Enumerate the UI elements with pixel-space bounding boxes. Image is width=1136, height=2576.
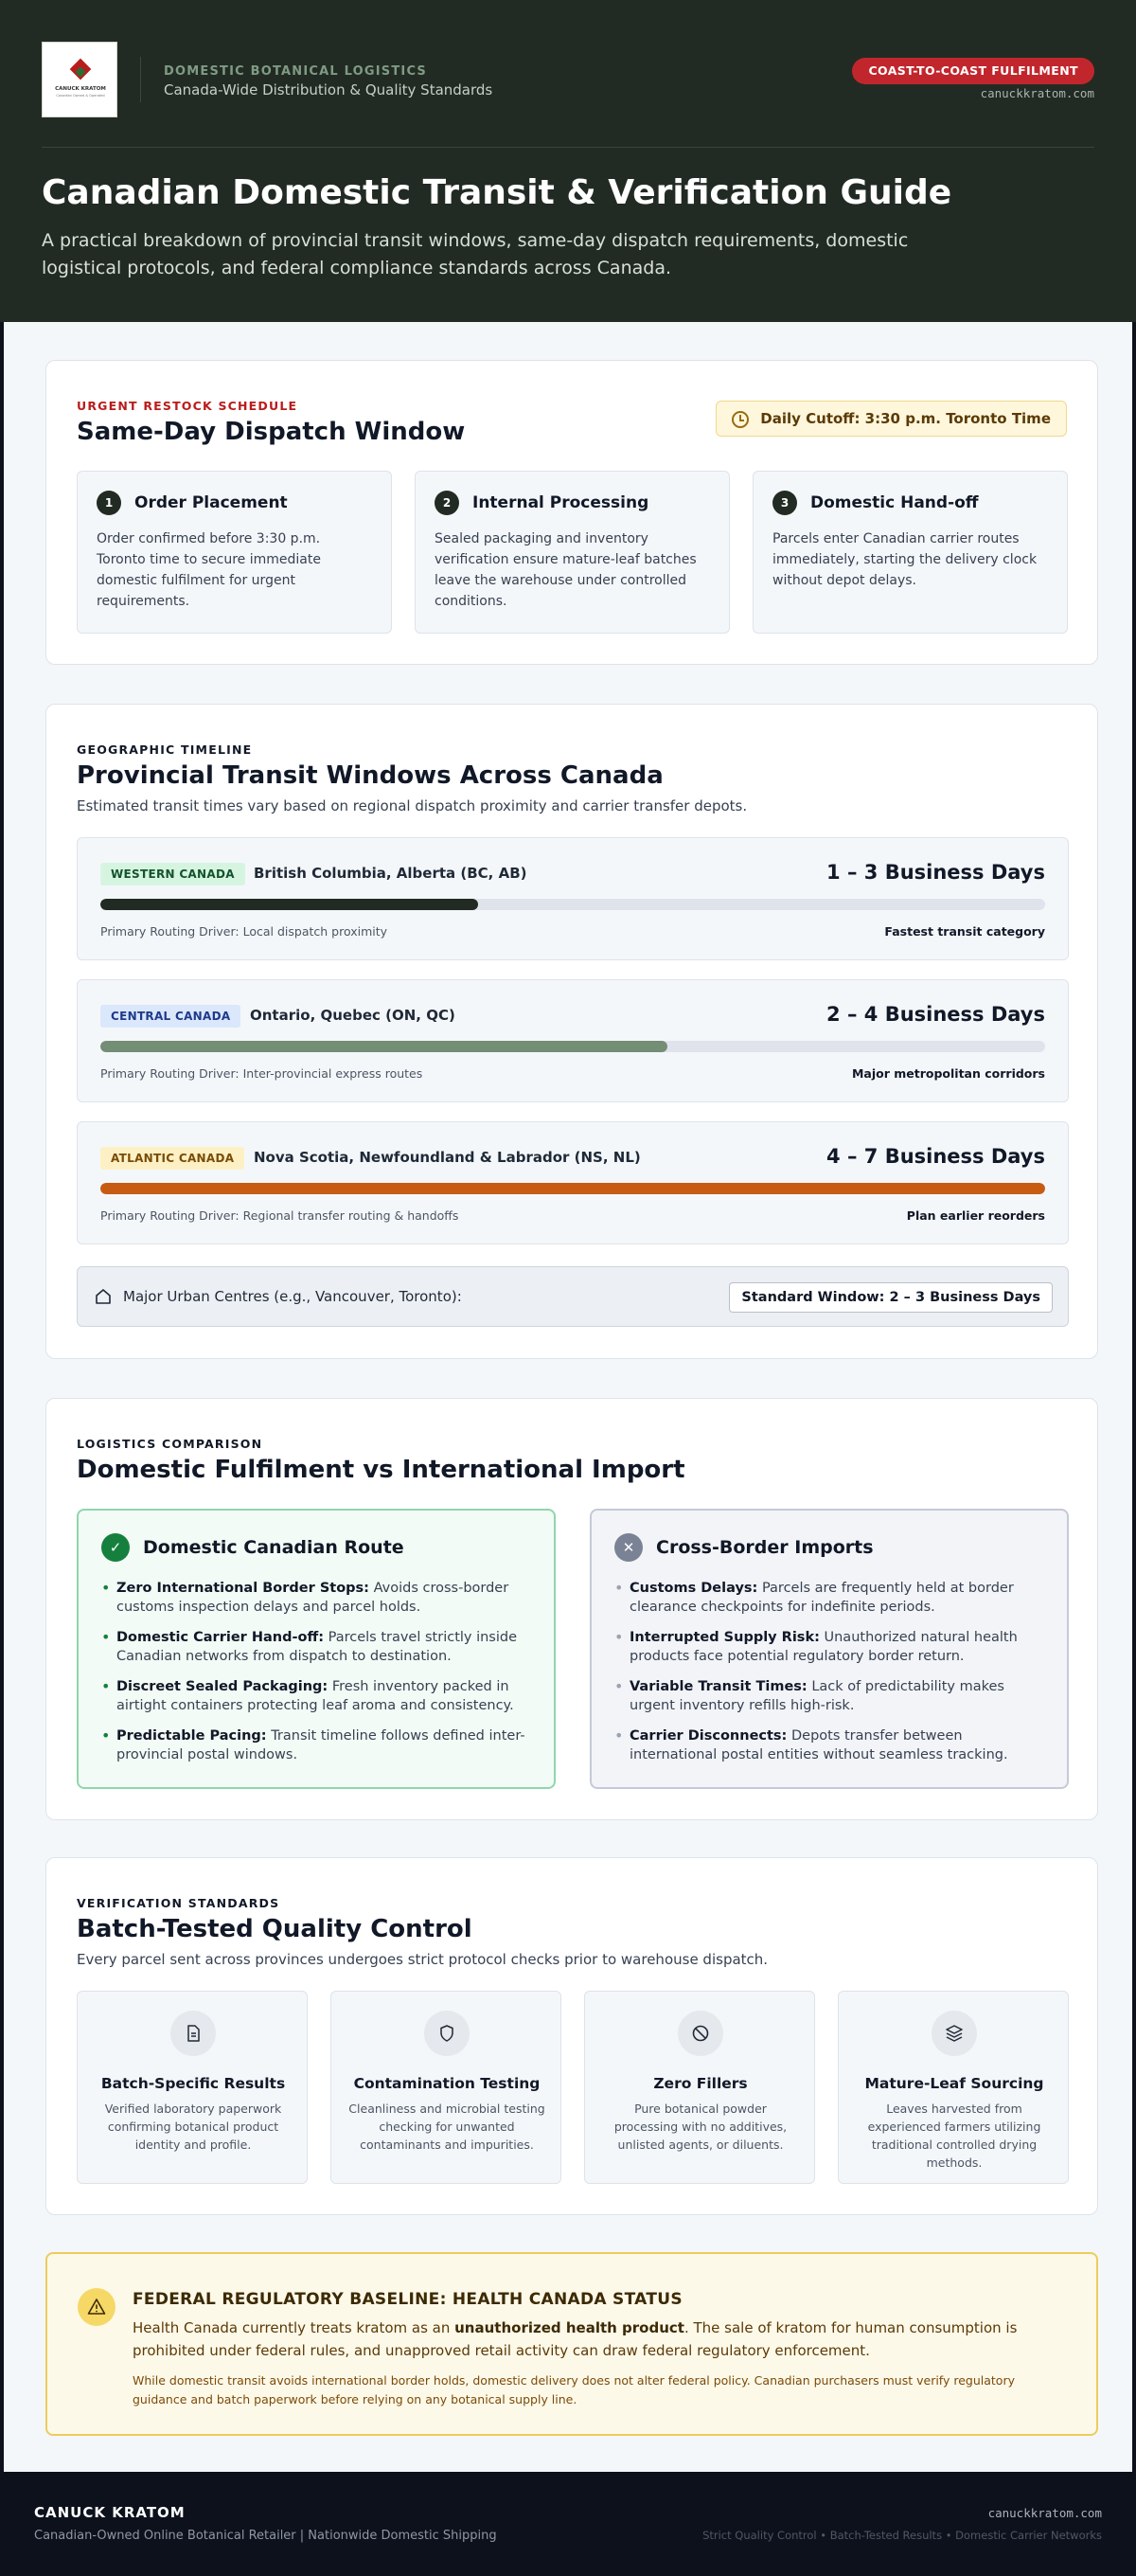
step-description: Sealed packaging and inventory verification ensure mature-leaf batches leave the warehouse under controlled conditions.	[435, 531, 697, 609]
domestic-route-panel	[77, 1509, 556, 1789]
quality-card	[77, 1991, 308, 2184]
region-driver: Primary Routing Driver: Local dispatch proximity	[100, 924, 388, 939]
home-icon	[95, 1288, 112, 1305]
list-item: • Discreet Sealed Packaging: Fresh inventory packed in airtight containers protecting leaf aroma and consistency.	[101, 1677, 537, 1715]
warning-body: Health Canada currently treats kratom as an unauthorized health product. The sale of kratom for human consumption is prohibited under federal rules, and unapproved retail activity can draw federal regulatory enforcement.	[133, 2319, 1018, 2359]
brand-logo[interactable]	[42, 42, 117, 117]
warning-note: While domestic transit avoids international border holds, domestic delivery does not alter federal policy. Canadian purchasers must verify regulatory guidance and batch paperwork before relying on any botanical supply line.	[133, 2373, 1015, 2406]
import-list	[614, 1579, 1050, 1776]
page-title: Canadian Domestic Transit & Verification Guide	[42, 173, 952, 212]
quality-subtitle: Every parcel sent across provinces undergoes strict protocol checks prior to warehouse dispatch.	[77, 1951, 769, 1968]
region-note: Plan earlier reorders	[906, 1208, 1045, 1223]
import-title: Cross-Border Imports	[656, 1537, 874, 1558]
check-icon: ✓	[101, 1533, 130, 1562]
comparison-title: Domestic Fulfilment vs International Import	[77, 1456, 685, 1484]
quality-card-title: Contamination Testing	[353, 2075, 541, 2092]
region-note: Fastest transit category	[884, 924, 1045, 939]
list-item: • Predictable Pacing: Transit timeline follows defined inter-provincial postal windows.	[101, 1726, 537, 1764]
step-number: 1	[97, 491, 121, 515]
step-title: Domestic Hand-off	[810, 493, 979, 512]
step-title: Internal Processing	[472, 493, 649, 512]
region-badge: WESTERN CANADA	[100, 863, 245, 886]
quality-card	[330, 1991, 561, 2184]
quality-title: Batch-Tested Quality Control	[77, 1915, 472, 1943]
quality-eyebrow: VERIFICATION STANDARDS	[77, 1896, 280, 1910]
region-atlantic	[77, 1121, 1069, 1244]
region-days: 4 – 7 Business Days	[826, 1145, 1045, 1168]
header-rule	[42, 147, 1094, 148]
quality-section	[45, 1857, 1098, 2215]
quality-card	[584, 1991, 815, 2184]
dispatch-eyebrow: URGENT RESTOCK SCHEDULE	[77, 399, 298, 413]
cutoff-text: Daily Cutoff: 3:30 p.m. Toronto Time	[760, 410, 1051, 427]
region-badge: ATLANTIC CANADA	[100, 1147, 244, 1170]
close-icon: ✕	[614, 1533, 643, 1562]
quality-card-desc: Cleanliness and microbial testing checking for unwanted contaminants and impurities.	[348, 2102, 545, 2152]
logo-name: CANUCK KRATOM	[55, 86, 106, 92]
page-header	[0, 0, 1136, 322]
dispatch-step	[77, 471, 392, 634]
quality-card-desc: Pure botanical powder processing with no additives, unlisted agents, or diluents.	[613, 2102, 788, 2152]
transit-subtitle: Estimated transit times vary based on regional dispatch proximity and carrier transfer depots.	[77, 797, 748, 814]
dispatch-step	[753, 471, 1068, 634]
domestic-list	[101, 1579, 537, 1776]
region-central	[77, 979, 1069, 1102]
quality-card-title: Mature-Leaf Sourcing	[864, 2075, 1044, 2092]
comparison-section	[45, 1398, 1098, 1820]
urban-label: Major Urban Centres (e.g., Vancouver, Toronto):	[123, 1288, 462, 1305]
region-note: Major metropolitan corridors	[851, 1066, 1045, 1081]
dispatch-step	[415, 471, 730, 634]
list-item: • Customs Delays: Parcels are frequently held at border clearance checkpoints for indefinite periods.	[614, 1579, 1050, 1617]
region-badge: CENTRAL CANADA	[100, 1005, 240, 1028]
clock-icon	[732, 411, 749, 428]
step-number: 2	[435, 491, 459, 515]
transit-title: Provincial Transit Windows Across Canada	[77, 761, 664, 790]
quality-card-desc: Leaves harvested from experienced farmers utilizing traditional controlled drying methods.	[867, 2102, 1041, 2170]
region-name: Ontario, Quebec (ON, QC)	[250, 1007, 455, 1024]
import-route-panel	[590, 1509, 1069, 1789]
footer-domain[interactable]: canuckkratom.com	[987, 2506, 1102, 2520]
step-number: 3	[772, 491, 797, 515]
region-name: Nova Scotia, Newfoundland & Labrador (NS, NL)	[254, 1149, 641, 1166]
list-item: • Domestic Carrier Hand-off: Parcels travel strictly inside Canadian networks from dispatch to destination.	[101, 1628, 537, 1666]
page-footer	[0, 2472, 1136, 2576]
header-divider	[140, 57, 141, 102]
dispatch-section	[45, 360, 1098, 665]
region-driver: Primary Routing Driver: Inter-provincial express routes	[100, 1066, 423, 1081]
header-subtitle: Canada-Wide Distribution & Quality Standards	[164, 81, 493, 98]
step-title: Order Placement	[134, 493, 288, 512]
footer-subtitle: Canadian-Owned Online Botanical Retailer | Nationwide Domestic Shipping	[34, 2529, 497, 2543]
quality-card-title: Batch-Specific Results	[100, 2075, 286, 2092]
region-days: 2 – 4 Business Days	[826, 1003, 1045, 1026]
comparison-eyebrow: LOGISTICS COMPARISON	[77, 1437, 263, 1451]
page-description: A practical breakdown of provincial transit windows, same-day dispatch requirements, domestic logistical protocols, and federal compliance standards across Canada.	[42, 230, 909, 278]
layers-icon	[932, 2011, 977, 2056]
quality-card-title: Zero Fillers	[653, 2075, 748, 2092]
fulfilment-badge: COAST-TO-COAST FULFILMENT	[852, 58, 1094, 84]
region-driver: Primary Routing Driver: Regional transfer routing & handoffs	[100, 1208, 459, 1223]
warning-title: FEDERAL REGULATORY BASELINE: HEALTH CANADA STATUS	[133, 2290, 683, 2309]
urban-centres-row	[77, 1266, 1069, 1327]
region-name: British Columbia, Alberta (BC, AB)	[254, 865, 527, 882]
warning-icon	[78, 2288, 115, 2326]
transit-progress-track	[100, 1041, 1045, 1052]
logo-tagline: Canadian Owned & Operated	[56, 94, 105, 98]
ban-icon	[678, 2011, 723, 2056]
cutoff-notice	[716, 401, 1067, 437]
transit-progress-track	[100, 899, 1045, 910]
urban-window: Standard Window: 2 – 3 Business Days	[729, 1282, 1053, 1313]
list-item: • Interrupted Supply Risk: Unauthorized natural health products face potential regulatory border return.	[614, 1628, 1050, 1666]
main-content	[0, 322, 1136, 2472]
transit-eyebrow: GEOGRAPHIC TIMELINE	[77, 742, 253, 757]
footer-tagline: Strict Quality Control • Batch-Tested Results • Domestic Carrier Networks	[702, 2529, 1102, 2542]
list-item: • Zero International Border Stops: Avoids cross-border customs inspection delays and parcel holds.	[101, 1579, 537, 1617]
shield-icon	[424, 2011, 470, 2056]
transit-section	[45, 704, 1098, 1359]
list-item: • Carrier Disconnects: Depots transfer between international postal entities without seamless tracking.	[614, 1726, 1050, 1764]
regulatory-warning	[45, 2252, 1098, 2436]
transit-progress-fill	[100, 1041, 667, 1052]
step-description: Parcels enter Canadian carrier routes immediately, starting the delivery clock without depot delays.	[772, 531, 1038, 588]
dispatch-title: Same-Day Dispatch Window	[77, 418, 466, 446]
transit-progress-fill	[100, 899, 478, 910]
document-icon	[170, 2011, 216, 2056]
region-days: 1 – 3 Business Days	[826, 861, 1045, 884]
transit-progress-track	[100, 1183, 1045, 1194]
domestic-title: Domestic Canadian Route	[143, 1537, 404, 1558]
header-domain[interactable]: canuckkratom.com	[980, 86, 1094, 100]
region-western	[77, 837, 1069, 960]
header-eyebrow: DOMESTIC BOTANICAL LOGISTICS	[164, 64, 427, 79]
step-description: Order confirmed before 3:30 p.m. Toronto time to secure immediate domestic fulfilment for urgent requirements.	[97, 531, 321, 609]
list-item: • Variable Transit Times: Lack of predictability makes urgent inventory refills high-risk.	[614, 1677, 1050, 1715]
transit-progress-fill	[100, 1183, 1045, 1194]
quality-card-desc: Verified laboratory paperwork confirming botanical product identity and profile.	[104, 2102, 282, 2152]
quality-card	[838, 1991, 1069, 2184]
footer-brand: CANUCK KRATOM	[34, 2504, 186, 2521]
